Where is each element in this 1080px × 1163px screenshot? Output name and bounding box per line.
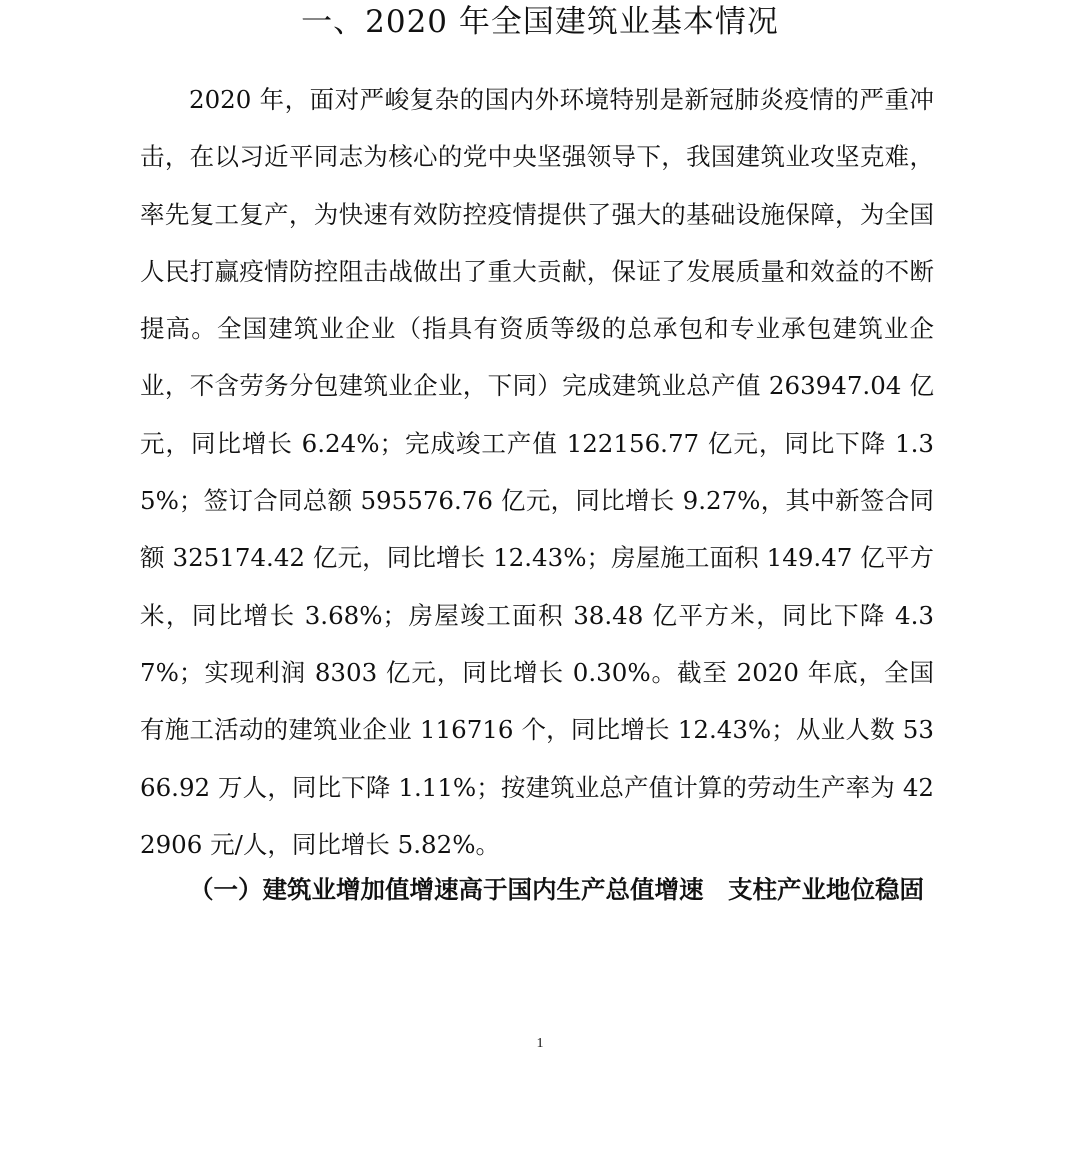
- page-number: 1: [536, 1036, 544, 1051]
- page-title: 一、2020 年全国建筑业基本情况: [301, 4, 779, 40]
- body-paragraph: 2020 年，面对严峻复杂的国内外环境特别是新冠肺炎疫情的严重冲击，在以习近平同志为核心的党中央坚强领导下，我国建筑业攻坚克难，率先复工复产，为快速有效防控疫情提供了强大的基础设施保障，为全国人民打赢疫情防控阻击战做出了重大贡献，保证了发展质量和效益的不断提高。全国建筑业企业（指具有资质等级的总承包和专业承包建筑业企业，不含劳务分包建筑业企业，下同）完成建筑业总产值 263947.04 亿元，同比增长 6.24%；完成竣工产值 122156.77 亿元，同比下降 1.35%；签订合同总额 595576.76 亿元，同比增长 9.27%，其中新签合同额 325174.42 亿元，同比增长 12.43%；房屋施工面积 149.47 亿平方米，同比增长 3.68%；房屋竣工面积 38.48 亿平方米，同比下降 4.37%；实现利润 8303 亿元，同比增长 0.30%。截至 2020 年底，全国有施工活动的建筑业企业 116716 个，同比增长 12.43%；从业人数 5366.92 万人，同比下降 1.11%；按建筑业总产值计算的劳动生产率为 422906 元/人，同比增长 5.82%。: [140, 85, 934, 859]
- section-heading: （一）建筑业增加值增速高于国内生产总值增速 支柱产业地位稳固: [189, 875, 924, 904]
